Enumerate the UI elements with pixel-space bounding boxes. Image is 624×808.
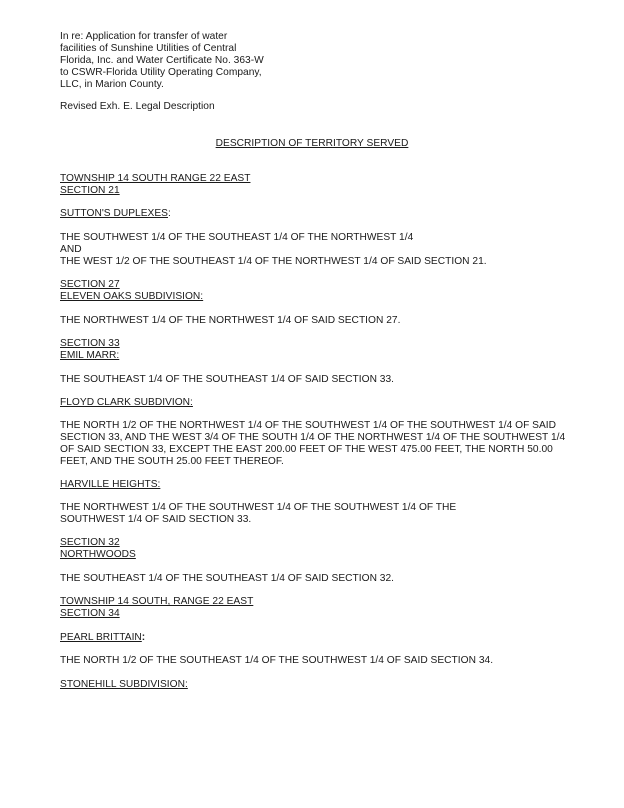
in-re-line-5: LLC, in Marion County.: [60, 79, 164, 90]
exhibit-label: Revised Exh. E. Legal Description: [60, 101, 215, 112]
suttons-desc-2: THE WEST 1/2 OF THE SOUTHEAST 1/4 OF THE NORTHWEST 1/4 OF SAID SECTION 21.: [60, 256, 487, 267]
section-27-heading: SECTION 27: [60, 279, 120, 290]
pearl-colon: :: [141, 632, 146, 643]
floyd-clark-line-3: OF SAID SECTION 33, EXCEPT THE EAST 200.00 FEET OF THE WEST 475.00 FEET, THE NORTH 50.00: [60, 444, 553, 455]
harville-line-2: SOUTHWEST 1/4 OF SAID SECTION 33.: [60, 514, 252, 525]
harville-line-1: THE NORTHWEST 1/4 OF THE SOUTHWEST 1/4 OF THE SOUTHWEST 1/4 OF THE: [60, 502, 457, 513]
floyd-clark-line-4: FEET, AND THE SOUTH 25.00 FEET THEREOF.: [60, 456, 284, 467]
in-re-line-3: Florida, Inc. and Water Certificate No. 363-W: [60, 55, 264, 66]
stonehill-heading: STONEHILL SUBDIVISION:: [60, 679, 188, 690]
in-re-line-4: to CSWR-Florida Utility Operating Company,: [60, 67, 262, 78]
section-32-heading: SECTION 32: [60, 537, 120, 548]
emil-marr-desc: THE SOUTHEAST 1/4 OF THE SOUTHEAST 1/4 OF SAID SECTION 33.: [60, 374, 395, 385]
northwoods-desc: THE SOUTHEAST 1/4 OF THE SOUTHEAST 1/4 OF SAID SECTION 32.: [60, 573, 395, 584]
section-33-heading: SECTION 33: [60, 338, 120, 349]
floyd-clark-line-2: SECTION 33, AND THE WEST 3/4 OF THE SOUTH 1/4 OF THE NORTHWEST 1/4 OF THE SOUTHWEST 1/4: [60, 432, 566, 443]
floyd-clark-line-1: THE NORTH 1/2 OF THE NORTHWEST 1/4 OF THE SOUTHWEST 1/4 OF THE SOUTHWEST 1/4 OF SAID: [60, 420, 557, 431]
suttons-colon: :: [167, 208, 171, 219]
pearl-desc: THE NORTH 1/2 OF THE SOUTHEAST 1/4 OF THE SOUTHWEST 1/4 OF SAID SECTION 34.: [60, 655, 494, 666]
eleven-oaks-desc: THE NORTHWEST 1/4 OF THE NORTHWEST 1/4 OF SAID SECTION 27.: [60, 315, 401, 326]
in-re-line-1: In re: Application for transfer of water: [60, 31, 228, 42]
in-re-line-2: facilities of Sunshine Utilities of Central: [60, 43, 237, 54]
section-21-heading: SECTION 21: [60, 185, 120, 196]
suttons-desc-1: THE SOUTHWEST 1/4 OF THE SOUTHEAST 1/4 OF THE NORTHWEST 1/4: [60, 232, 414, 243]
township-heading-2: TOWNSHIP 14 SOUTH, RANGE 22 EAST: [60, 596, 254, 607]
page-title: DESCRIPTION OF TERRITORY SERVED: [215, 138, 409, 149]
harville-heading: HARVILLE HEIGHTS:: [60, 479, 161, 490]
title-wrap: [0, 138, 624, 150]
eleven-oaks-heading: ELEVEN OAKS SUBDIVISION:: [60, 291, 204, 302]
emil-marr-heading: EMIL MARR:: [60, 350, 120, 361]
township-heading: TOWNSHIP 14 SOUTH RANGE 22 EAST: [60, 173, 251, 184]
northwoods-heading: NORTHWOODS: [60, 549, 136, 560]
suttons-and: AND: [60, 244, 82, 255]
floyd-clark-heading: FLOYD CLARK SUBDIVION:: [60, 397, 193, 408]
section-34-heading: SECTION 34: [60, 608, 120, 619]
pearl-brittain-heading: PEARL BRITTAIN: [60, 632, 142, 643]
suttons-heading-wrap: [60, 208, 171, 220]
suttons-duplexes-heading: SUTTON'S DUPLEXES: [60, 208, 168, 219]
pearl-heading-wrap: [60, 632, 145, 644]
